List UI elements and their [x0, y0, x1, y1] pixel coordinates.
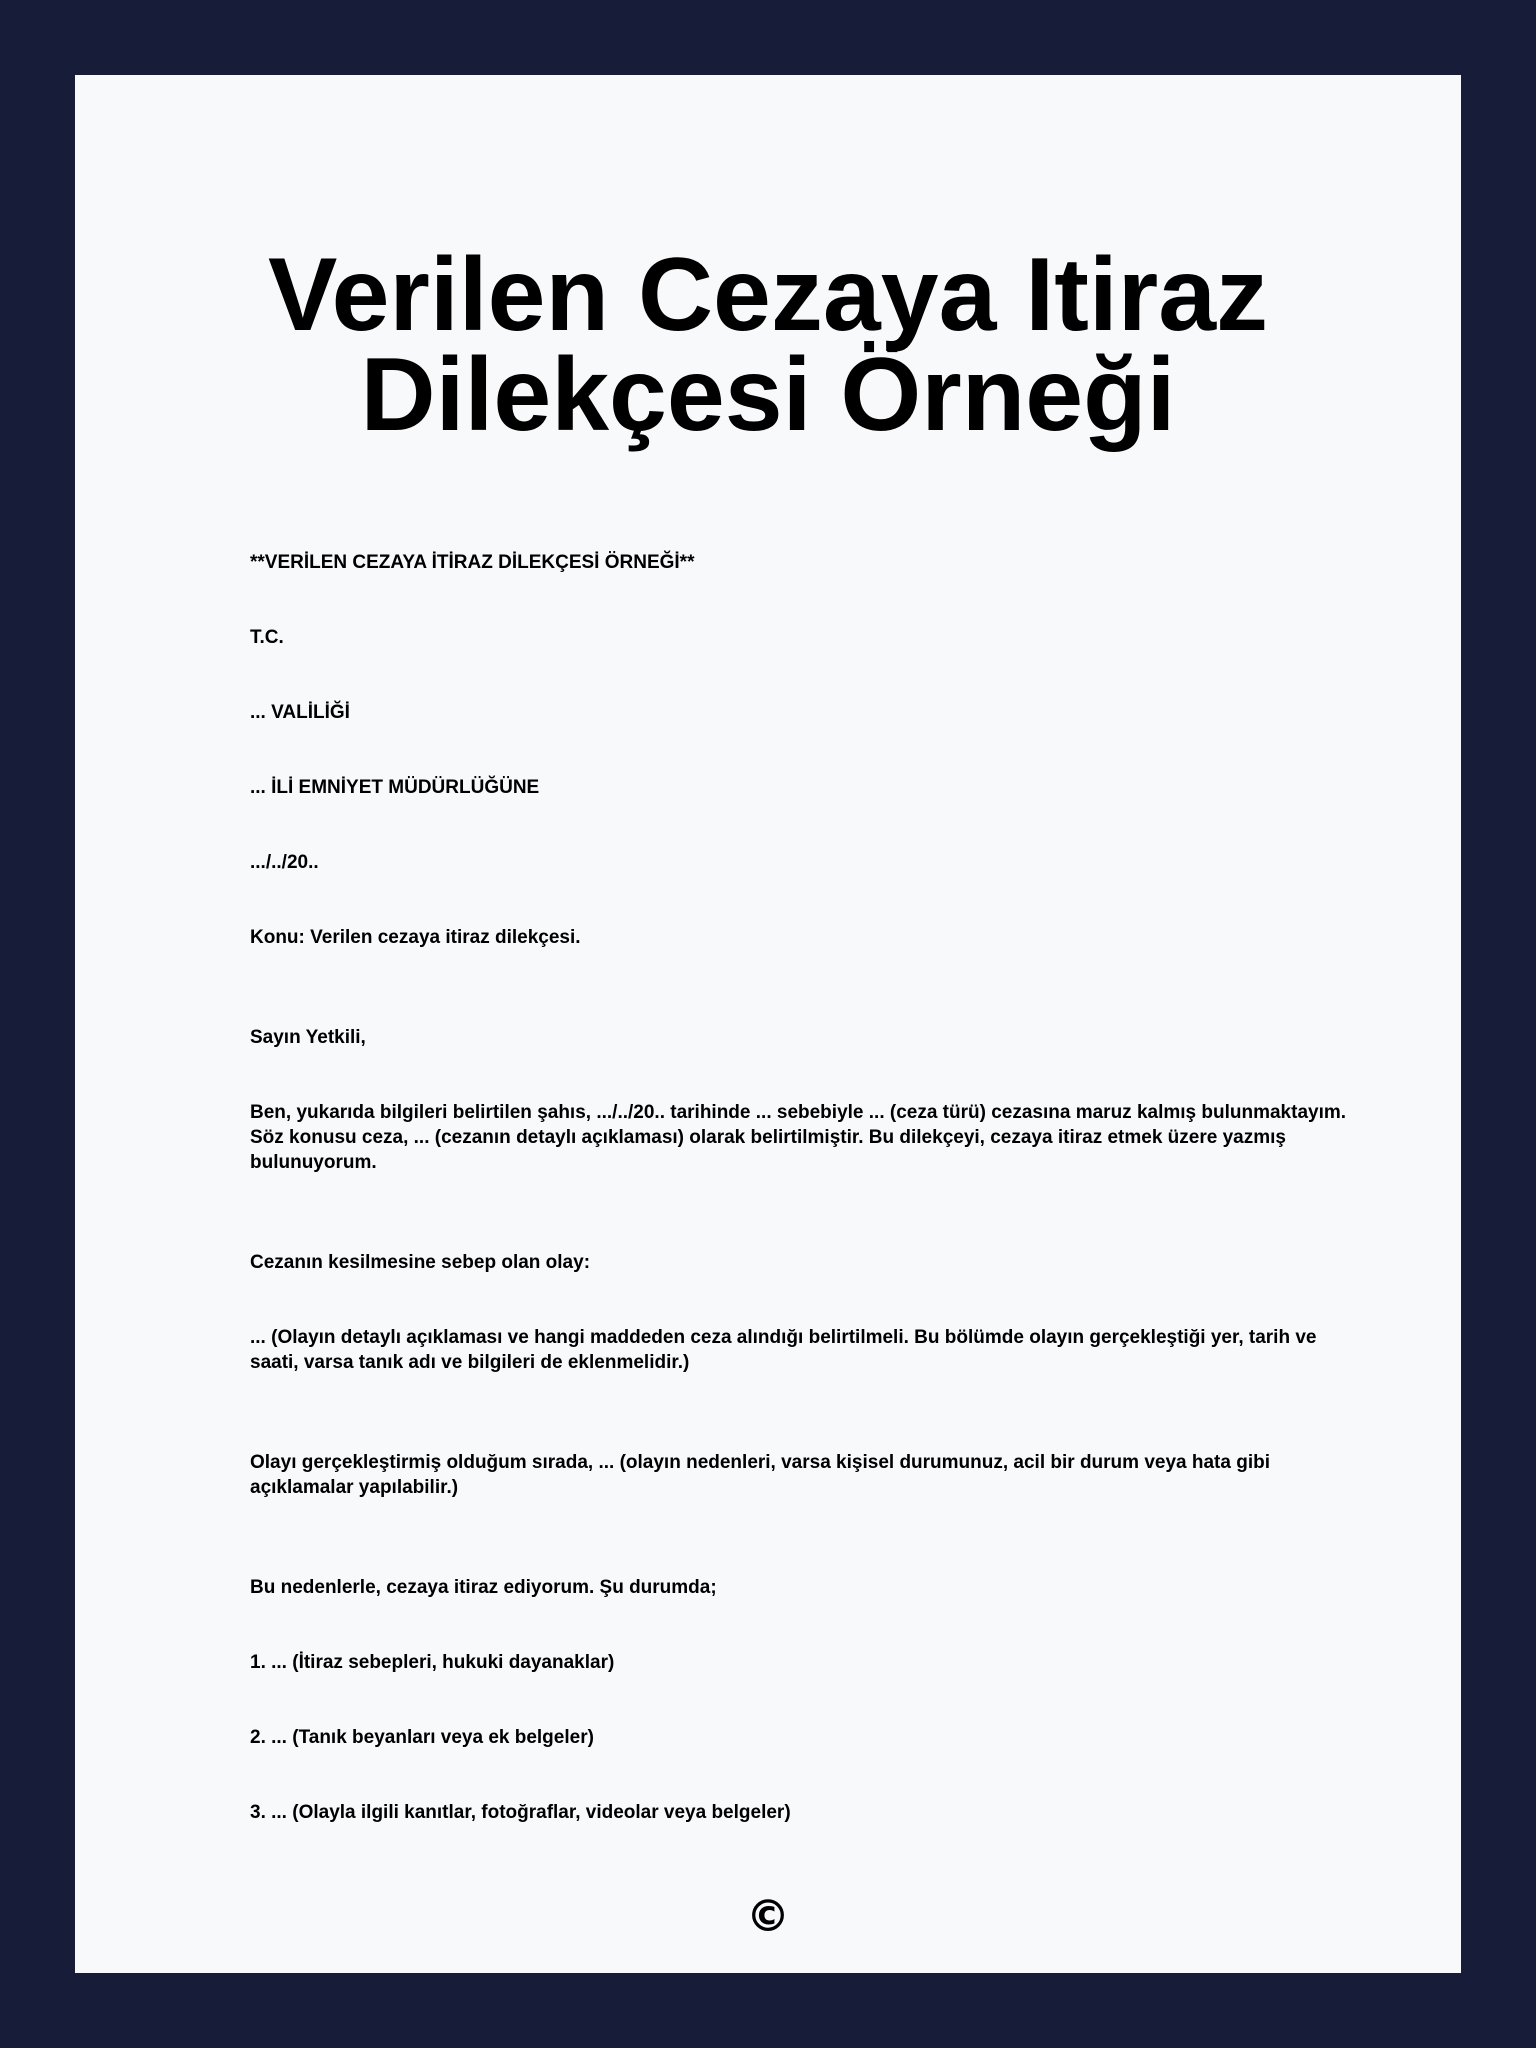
title-line-2: Dilekçesi Örneği: [360, 337, 1176, 453]
intro-paragraph: Ben, yukarıda bilgileri belirtilen şahıs, .../../20.. tarihinde ... sebebiyle ... (ceza türü) cezasına maruz kalmış bulunmaktayım. Söz konusu ceza, ... (cezanın detaylı açıklaması) olarak belirtilmiştir. Bu dilekçeyi, cezaya itiraz etmek üzere yazmış bulunuyorum.: [250, 1102, 1347, 1173]
list-item: 3. ... (Olayla ilgili kanıtlar, fotoğraflar, videolar veya belgeler): [250, 1802, 791, 1823]
event-heading: Cezanın kesilmesine sebep olan olay:: [250, 1252, 591, 1273]
copyright-icon: ©: [746, 1891, 790, 1942]
objection-line: Bu nedenlerle, cezaya itiraz ediyorum. Şu durumda;: [250, 1577, 717, 1598]
page-title: [75, 237, 1461, 453]
list-item: 2. ... (Tanık beyanları veya ek belgeler): [250, 1727, 594, 1748]
document-heading: **VERİLEN CEZAYA İTİRAZ DİLEKÇESİ ÖRNEĞİ**: [250, 552, 695, 573]
emniyet-line: ... İLİ EMNİYET MÜDÜRLÜĞÜNE: [250, 777, 540, 798]
document-page: [75, 75, 1461, 1973]
valilik-line: ... VALİLİĞİ: [250, 702, 350, 723]
event-reason-paragraph: Olayı gerçekleştirmiş olduğum sırada, ... (olayın nedenleri, varsa kişisel durumunuz, acil bir durum veya hata gibi açıklamalar yapılabilir.): [250, 1452, 1270, 1498]
title-line-1: Verilen Cezaya Itiraz: [267, 237, 1269, 353]
greeting-line: Sayın Yetkili,: [250, 1027, 366, 1048]
subject-line: Konu: Verilen cezaya itiraz dilekçesi.: [250, 927, 581, 948]
tc-line: T.C.: [250, 627, 284, 648]
date-line: .../../20..: [250, 852, 319, 873]
event-detail-paragraph: ... (Olayın detaylı açıklaması ve hangi maddeden ceza alındığı belirtilmeli. Bu bölümde olayın gerçekleştiği yer, tarih ve saati, varsa tanık adı ve bilgileri de eklenmelidir.): [250, 1327, 1317, 1373]
list-item: 1. ... (İtiraz sebepleri, hukuki dayanaklar): [250, 1652, 615, 1673]
